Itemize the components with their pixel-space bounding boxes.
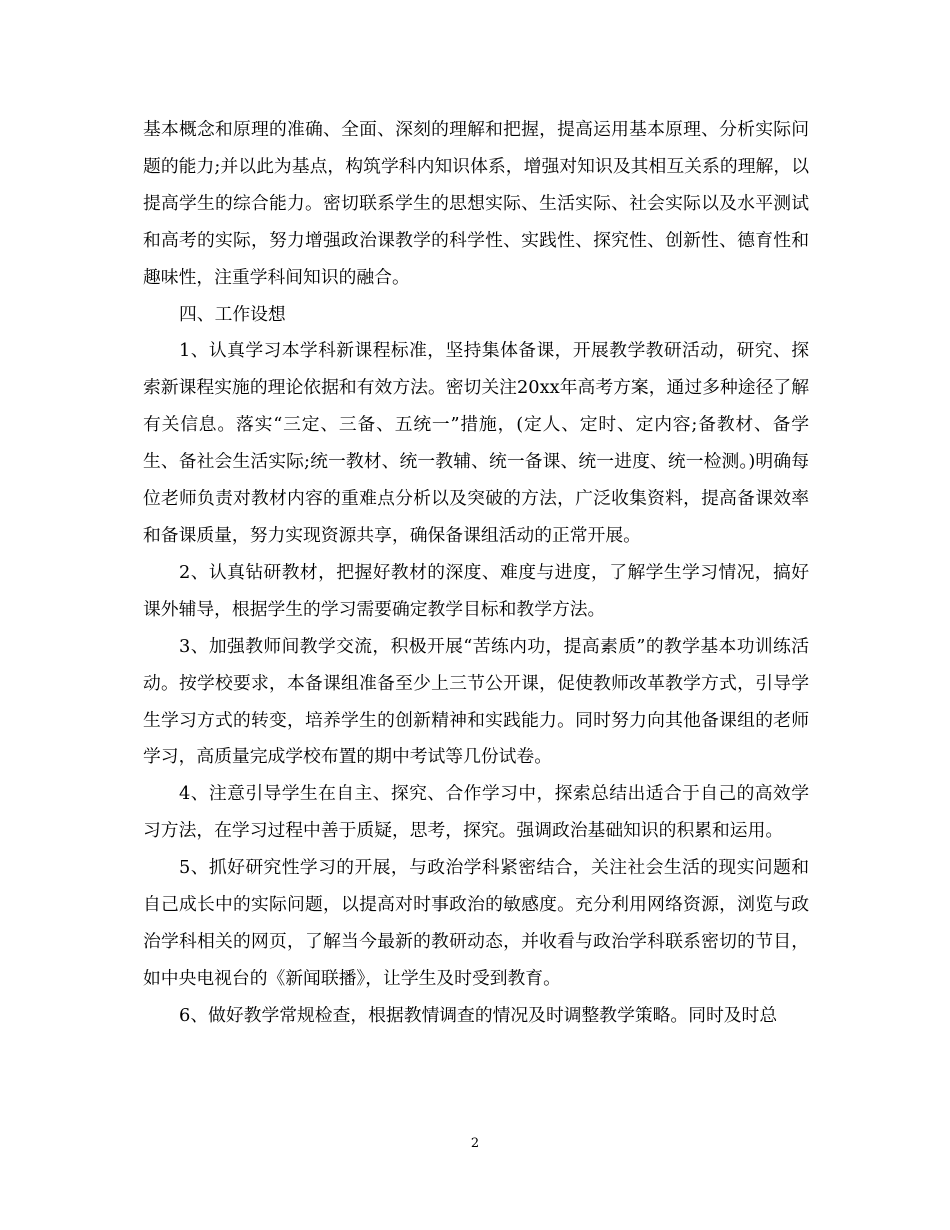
document-body [143, 112, 809, 1035]
paragraph-continuation: 基本概念和原理的准确、全面、深刻的理解和把握，提高运用基本原理、分析实际问题的能力;并以此为基点，构筑学科内知识体系，增强对知识及其相互关系的理解，以提高学生的综合能力。密切联系学生的思想实际、生活实际、社会实际以及水平测试和高考的实际，努力增强政治课教学的科学性、实践性、探究性、创新性、德育性和趣味性，注重学科间知识的融合。 [143, 119, 809, 288]
paragraph-item-1: 1、认真学习本学科新课程标准，坚持集体备课，开展教学教研活动，研究、探索新课程实施的理论依据和有效方法。密切关注20xx年高考方案，通过多种途径了解有关信息。落实“三定、三备、五统一”措施，(定人、定时、定内容;备教材、备学生、备社会生活实际;统一教材、统一教辅、统一备课、统一进度、统一检测。)明确每位老师负责对教材内容的重难点分析以及突破的方法，广泛收集资料，提高备课效率和备课质量，努力实现资源共享，确保备课组活动的正常开展。 [143, 340, 809, 546]
page-number: 2 [470, 1136, 480, 1151]
paragraph-item-2: 2、认真钻研教材，把握好教材的深度、难度与进度，了解学生学习情况，搞好课外辅导，根据学生的学习需要确定教学目标和教学方法。 [143, 561, 809, 620]
paragraph-item-6: 6、做好教学常规检查，根据教情调查的情况及时调整教学策略。同时及时总 [179, 1004, 778, 1026]
paragraph-item-3: 3、加强教师间教学交流，积极开展“苦练内功，提高素质”的教学基本功训练活动。按学校要求，本备课组准备至少上三节公开课，促使教师改革教学方式，引导学生学习方式的转变，培养学生的创新精神和实践能力。同时努力向其他备课组的老师学习，高质量完成学校布置的期中考试等几份试卷。 [143, 635, 809, 768]
paragraph-item-4: 4、注意引导学生在自主、探究、合作学习中，探索总结出适合于自己的高效学习方法，在学习过程中善于质疑，思考，探究。强调政治基础知识的积累和运用。 [143, 783, 809, 842]
paragraph-item-5: 5、抓好研究性学习的开展，与政治学科紧密结合，关注社会生活的现实问题和自己成长中的实际问题，以提高对时事政治的敏感度。充分利用网络资源，浏览与政治学科相关的网页，了解当今最新的教研动态，并收看与政治学科联系密切的节目，如中央电视台的《新闻联播》，让学生及时受到教育。 [143, 857, 809, 989]
section-heading-work-plan: 四、工作设想 [179, 303, 286, 325]
